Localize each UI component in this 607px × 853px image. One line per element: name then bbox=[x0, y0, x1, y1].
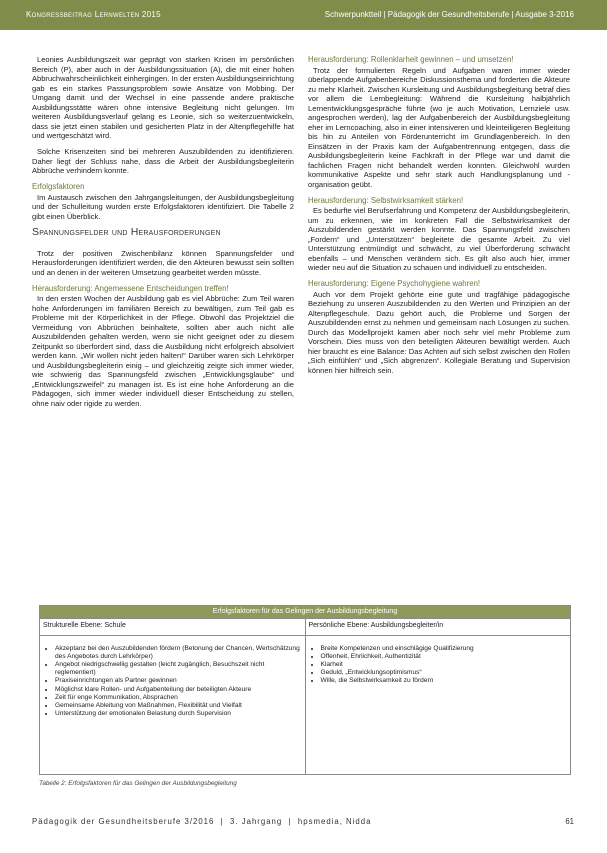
table-column-head: Persönliche Ebene: Ausbildungsbegleiter/in bbox=[306, 622, 571, 636]
subheading-rollenklarheit: Herausforderung: Rollenklarheit gewinnen – und umsetzen! bbox=[308, 55, 514, 64]
list-item: • Angebot niedrigschwellig gestalten (leicht zugänglich, Besuchszeit nicht reglementiert) bbox=[55, 661, 302, 677]
list-item: • Offenheit, Ehrlichkeit, Authentizität bbox=[321, 653, 568, 661]
footer-citation: Pädagogik der Gesundheitsberufe 3/2016 | 3. Jahrgang | hpsmedia, Nidda bbox=[32, 817, 372, 826]
subheading-erfolgsfaktoren: Erfolgsfaktoren bbox=[32, 182, 85, 191]
structural-factor-list bbox=[43, 645, 302, 718]
list-item: • Wille, die Selbstwirksamkeit zu fördern bbox=[321, 677, 568, 685]
list-item: • Akzeptanz bei den Auszubildenden fördern (Betonung der Chancen, Wertschätzung des Angebotes durch Lehrkörper) bbox=[55, 645, 302, 661]
list-item: • Breite Kompetenzen und einschlägige Qualifizierung bbox=[321, 645, 568, 653]
paragraph: Trotz der formulierten Regeln und Aufgaben waren immer wieder überlappende Aufgabenbereiche Diskussionsthema und forderten die Akteure zu mehr Klarheit. Zwischen Kursleitung und Ausbildungsbegleitung betraf dies vor allem die Lernbegleitung: Während die Kursleitung halbjährlich Lernentwicklungsgespräche führte (wo je auch Motivation, Lernziele usw. angesprochen werden), lag der Aufgabenbereich der Ausbildungsbegleitung eher im Lerncoaching, also in einer intensiveren und kleinteiligeren Begleitung bis hin zu Anteilen von Förderunterricht im Grundlagenbereich. In den Einsätzen in der Praxis kam der Aufgabentrennung entgegen, dass die Ausbildungsbegleiterin keine Fachkraft in der Pflege war und damit die fachlichen Fragen nicht behandelt werden konnten. Gleichwohl wurden kommunikative Aspekte und sehr stark auch Handlungsplanung und -organisation geübt. bbox=[308, 65, 570, 189]
list-item: • Praxiseinrichtungen als Partner gewinnen bbox=[55, 677, 302, 685]
header-journal-label: Kongressbeitrag Lernwelten 2015 bbox=[26, 10, 161, 19]
table-caption: Tabelle 2: Erfolgsfaktoren für das Gelingen der Ausbildungsbegleitung bbox=[39, 780, 237, 787]
paragraph: Es bedurfte viel Berufserfahrung und Kompetenz der Ausbildungsbegleiterin, um zu erkennen, wie im konkreten Fall die Selbstwirksamkeit der Auszubildenden gestärkt werden konnte. Das Spannungsfeld zwischen „Fordern“ und „Unterstützen“ begleitete die gesamte Arbeit. Zu viel Unterstützung entmündigt und schwächt, zu viel Überforderung schwächt ebenfalls – und Menschen verändern sich. Es gilt also auch hier, immer wieder neu auf die Situation zu schauen und individuell zu entscheiden. bbox=[308, 206, 570, 272]
table-column-personal bbox=[305, 619, 571, 774]
paragraph: Trotz der positiven Zwischenbilanz können Spannungsfelder und Herausforderungen identifiziert werden, die den Akteuren bewusst sein sollten und an denen in der weiteren Umsetzung gearbeitet werden müsste. bbox=[32, 248, 294, 277]
page-header bbox=[0, 0, 607, 30]
page-footer bbox=[32, 817, 574, 826]
page-number: 61 bbox=[565, 817, 574, 826]
table-column-head: Strukturelle Ebene: Schule bbox=[40, 622, 305, 636]
left-column bbox=[32, 55, 294, 415]
paragraph: Auch vor dem Projekt gehörte eine gute und tragfähige pädagogische Beziehung zu unseren Auszubildenden zu den Werten und Prinzipien an der Altenpflegeschule. Dazu gehört auch, die Probleme und Sorgen der Auszubildenden ernst zu nehmen und gemeinsam nach Lösungen zu suchen. Durch das Modellprojekt kamen aber noch sehr viel mehr Probleme zum Vorschein. Dies muss von den beteiligten Akteuren bewältigt werden. Auch hier braucht es eine Balance: Das Achten auf sich selbst zwischen den Rollen „Sich einfühlen“ und „Sich abgrenzen“. Kollegiale Beratung und Supervision können hier hilfreich sein. bbox=[308, 289, 570, 375]
section-title: Spannungsfelder und Herausforderungen bbox=[32, 226, 221, 238]
list-item: • Gemeinsame Ableitung von Maßnahmen, Flexibilität und Vielfalt bbox=[55, 702, 302, 710]
success-factors-table bbox=[39, 605, 571, 775]
list-item: • Zeit für enge Kommunikation, Absprachen bbox=[55, 694, 302, 702]
table-title: Erfolgsfaktoren für das Gelingen der Ausbildungsbegleitung bbox=[40, 606, 570, 618]
paragraph: In den ersten Wochen der Ausbildung gab es viel Abbrüche: Zum Teil waren hohe Anforderungen im familiären Bereich zu bewältigen, zum Teil gab es Probleme mit der Körperlichkeit in der Pflege. Obwohl das Projektziel die Vermeidung von Abbrüchen beinhaltete, sollten aber auch nicht alle Auszubildenden gehalten werden, wenn sie nicht geeignet oder zu diesem Zeitpunkt so überfordert sind, dass die Ausbildung nicht erfolgreich absolviert werden kann. „Wir wollen nicht jeden halten!“ Darüber waren sich Lehrkörper und Ausbildungsbegleiterin einig – und gleichzeitig zeigte sich immer wieder, wie schwierig das Spannungsfeld zwischen „Entwicklungsglaube“ und „Entwicklungszweifel“ zu managen ist. Es ist eine hohe Anforderung an die Pädagogen, sich immer wieder individuell dieser Entscheidung zu stellen, ohne naiv oder rigide zu werden. bbox=[32, 294, 294, 408]
paragraph: Im Austausch zwischen den Jahrgangsleitungen, der Ausbildungsbegleitung und der Schulleitung wurden erste Erfolgsfaktoren identifiziert. Die Tabelle 2 gibt einen Überblick. bbox=[32, 192, 294, 221]
paragraph: Leonies Ausbildungszeit war geprägt von starken Krisen im persönlichen Bereich (P), aber auch in der Ausbildungssituation (A), die mit einer hohen Abbruchwahrscheinlichkeit einhergingen. In der ersten Ausbildungseinrichtung gab es ein starkes Passungsproblem sowie Ansätze von Mobbing. Der Umgang damit und der Wechsel in eine passende andere praktische Ausbildungsstätte wären ohne intensive Begleitung nicht gelungen. Im weiteren Ausbildungsverlauf gelang es Leonie, sich so weiterzuentwickeln, dass sie jetzt einen stabilen und gesicherten Platz in der Altenpflegehilfe hat und wertgeschätzt wird. bbox=[32, 55, 294, 140]
subheading-selbstwirksamkeit: Herausforderung: Selbstwirksamkeit stärken! bbox=[308, 195, 464, 205]
subheading-entscheidungen: Herausforderung: Angemessene Entscheidungen treffen! bbox=[32, 283, 229, 293]
list-item: • Klarheit bbox=[321, 661, 568, 669]
personal-factor-list bbox=[309, 645, 568, 685]
list-item: • Möglichst klare Rollen- und Aufgabenteilung der beteiligten Akteure bbox=[55, 686, 302, 694]
list-item: • Unterstützung der emotionalen Belastung durch Supervision bbox=[55, 710, 302, 718]
list-item: • Geduld, „Entwicklungsoptimismus“ bbox=[321, 669, 568, 677]
paragraph: Solche Krisenzeiten sind bei mehreren Auszubildenden zu identifizieren. Daher liegt der Schluss nahe, dass die Arbeit der Ausbildungsbegleiterin Abbrüche verhindern konnte. bbox=[32, 147, 294, 175]
subheading-psychohygiene: Herausforderung: Eigene Psychohygiene wahren! bbox=[308, 279, 481, 288]
right-column bbox=[308, 55, 570, 382]
header-issue-label: Schwerpunktteil | Pädagogik der Gesundheitsberufe | Ausgabe 3-2016 bbox=[324, 10, 574, 19]
table-column-structural bbox=[40, 619, 305, 774]
